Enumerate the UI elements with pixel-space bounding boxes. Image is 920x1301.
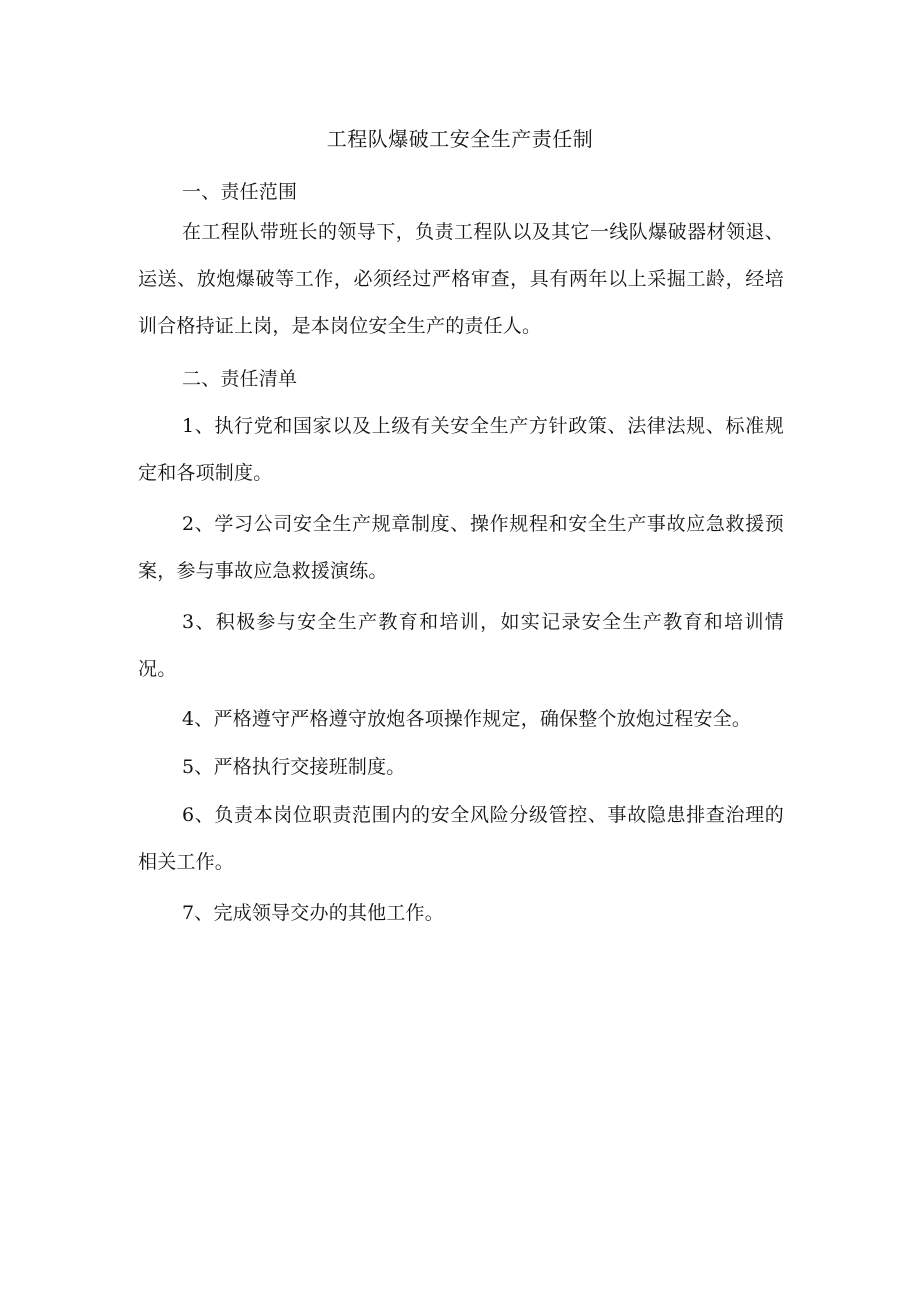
- list-item-2: 2、学习公司安全生产规章制度、操作规程和安全生产事故应急救援预案，参与事故应急救援演练。: [138, 513, 784, 582]
- list-item-3: 3、积极参与安全生产教育和培训，如实记录安全生产教育和培训情况。: [138, 611, 784, 680]
- document-title: 工程队爆破工安全生产责任制: [326, 127, 594, 151]
- scope-paragraph: 在工程队带班长的领导下，负责工程队以及其它一线队爆破器材领退、运送、放炮爆破等工作，必须经过严格审查，具有两年以上采掘工龄，经培训合格持证上岗，是本岗位安全生产的责任人。: [138, 221, 784, 337]
- list-item-1: 1、执行党和国家以及上级有关安全生产方针政策、法律法规、标准规定和各项制度。: [138, 415, 784, 484]
- list-item-5: 5、严格执行交接班制度。: [182, 756, 406, 778]
- section-heading-scope: 一、责任范围: [182, 181, 298, 203]
- section-heading-list: 二、责任清单: [182, 368, 298, 390]
- list-item-4: 4、严格遵守严格遵守放炮各项操作规定，确保整个放炮过程安全。: [182, 708, 752, 730]
- list-item-7: 7、完成领导交办的其他工作。: [182, 902, 444, 924]
- list-item-6: 6、负责本岗位职责范围内的安全风险分级管控、事故隐患排查治理的相关工作。: [138, 804, 784, 873]
